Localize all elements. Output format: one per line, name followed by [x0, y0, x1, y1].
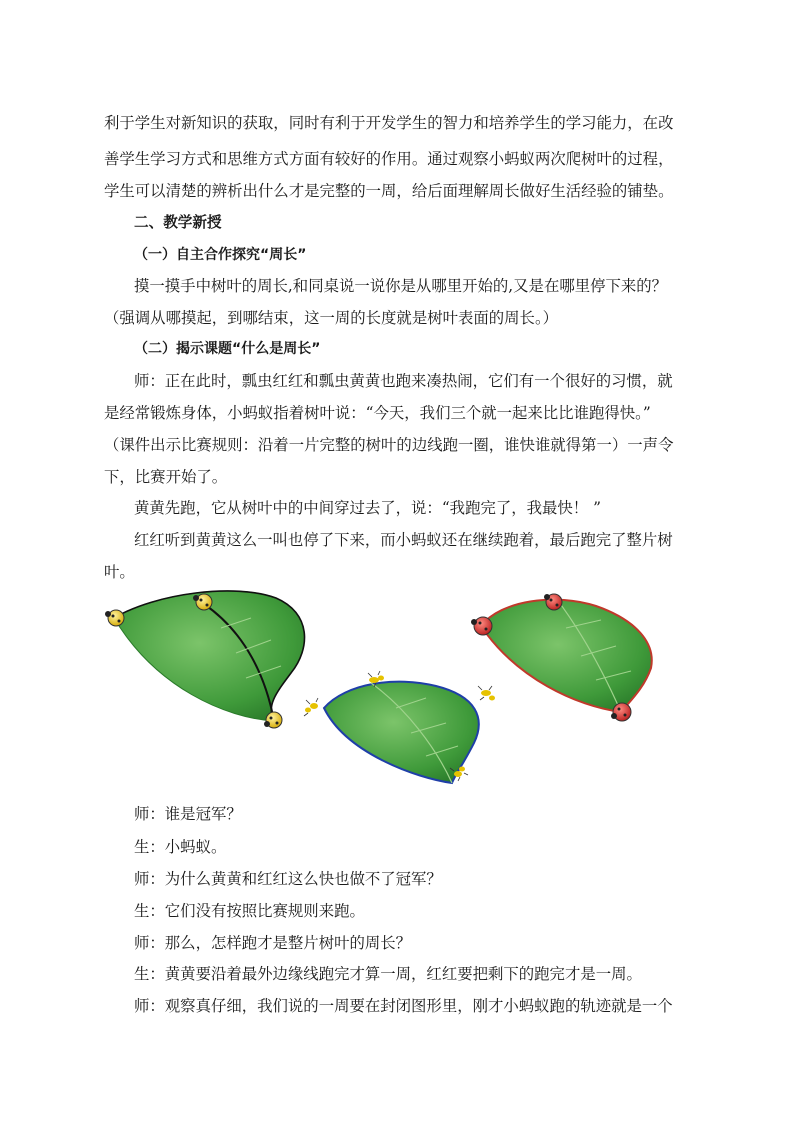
dialogue-line: 师：观察真仔细，我们说的一周要在封闭图形里，刚才小蚂蚁跑的轨迹就是一个	[134, 997, 673, 1015]
paragraph-line: 师：正在此时，瓢虫红红和瓢虫黄黄也跑来凑热闹，它们有一个很好的习惯，就	[134, 372, 673, 390]
leaf-left	[105, 591, 305, 728]
dialogue-line: 师：那么，怎样跑才是整片树叶的周长？	[134, 934, 412, 952]
paragraph-line: 黄黄先跑，它从树叶中的中间穿过去了，说：“我跑完了，我最快！ ”	[134, 499, 601, 517]
paragraph-line: 叶。	[104, 563, 135, 581]
paragraph-line: 是经常锻炼身体，小蚂蚁指着树叶说：“今天，我们三个就一起来比比谁跑得快。”	[104, 404, 651, 422]
dialogue-line: 师：为什么黄黄和红红这么快也做不了冠军？	[134, 870, 442, 888]
paragraph-line: 学生可以清楚的辨析出什么才是完整的一周，给后面理解周长做好生活经验的铺垫。	[104, 182, 674, 200]
leaf-right	[471, 594, 652, 721]
paragraph-line: （强调从哪摸起，到哪结束，这一周的长度就是树叶表面的周长。）	[104, 309, 559, 327]
paragraph-line: 摸一摸手中树叶的周长,和同桌说一说你是从哪里开始的,又是在哪里停下来的？	[134, 277, 668, 295]
ant-icon	[478, 686, 495, 701]
dialogue-line: 生：黄黄要沿着最外边缘线跑完才算一周，红红要把剩下的跑完才是一周。	[134, 965, 642, 983]
paragraph-line: 下，比赛开始了。	[104, 468, 228, 486]
yellow-ladybug-icon	[105, 610, 124, 626]
dialogue-line: 师：谁是冠军？	[134, 805, 242, 823]
dialogue-line: 生：小蚂蚁。	[134, 838, 227, 856]
ant-icon	[304, 698, 318, 716]
red-ladybug-icon	[471, 617, 492, 635]
subsection-heading: （一）自主合作探究“周长”	[134, 247, 307, 263]
paragraph-line: 善学生学习方式和思维方式方面有较好的作用。通过观察小蚂蚁两次爬树叶的过程，	[104, 150, 674, 168]
subsection-heading: （二）揭示课题“什么是周长”	[134, 341, 321, 357]
paragraph-line: 利于学生对新知识的获取，同时有利于开发学生的智力和培养学生的学习能力，在改	[104, 114, 674, 132]
dialogue-line: 生：它们没有按照比赛规则来跑。	[134, 902, 365, 920]
leaf-race-illustration	[96, 578, 696, 793]
paragraph-line: 红红听到黄黄这么一叫也停了下来，而小蚂蚁还在继续跑着，最后跑完了整片树	[134, 531, 673, 549]
paragraph-line: （课件出示比赛规则：沿着一片完整的树叶的边线跑一圈，谁快谁就得第一）一声令	[104, 436, 674, 454]
leaf-middle	[304, 671, 495, 783]
section-heading: 二、教学新授	[134, 214, 222, 231]
